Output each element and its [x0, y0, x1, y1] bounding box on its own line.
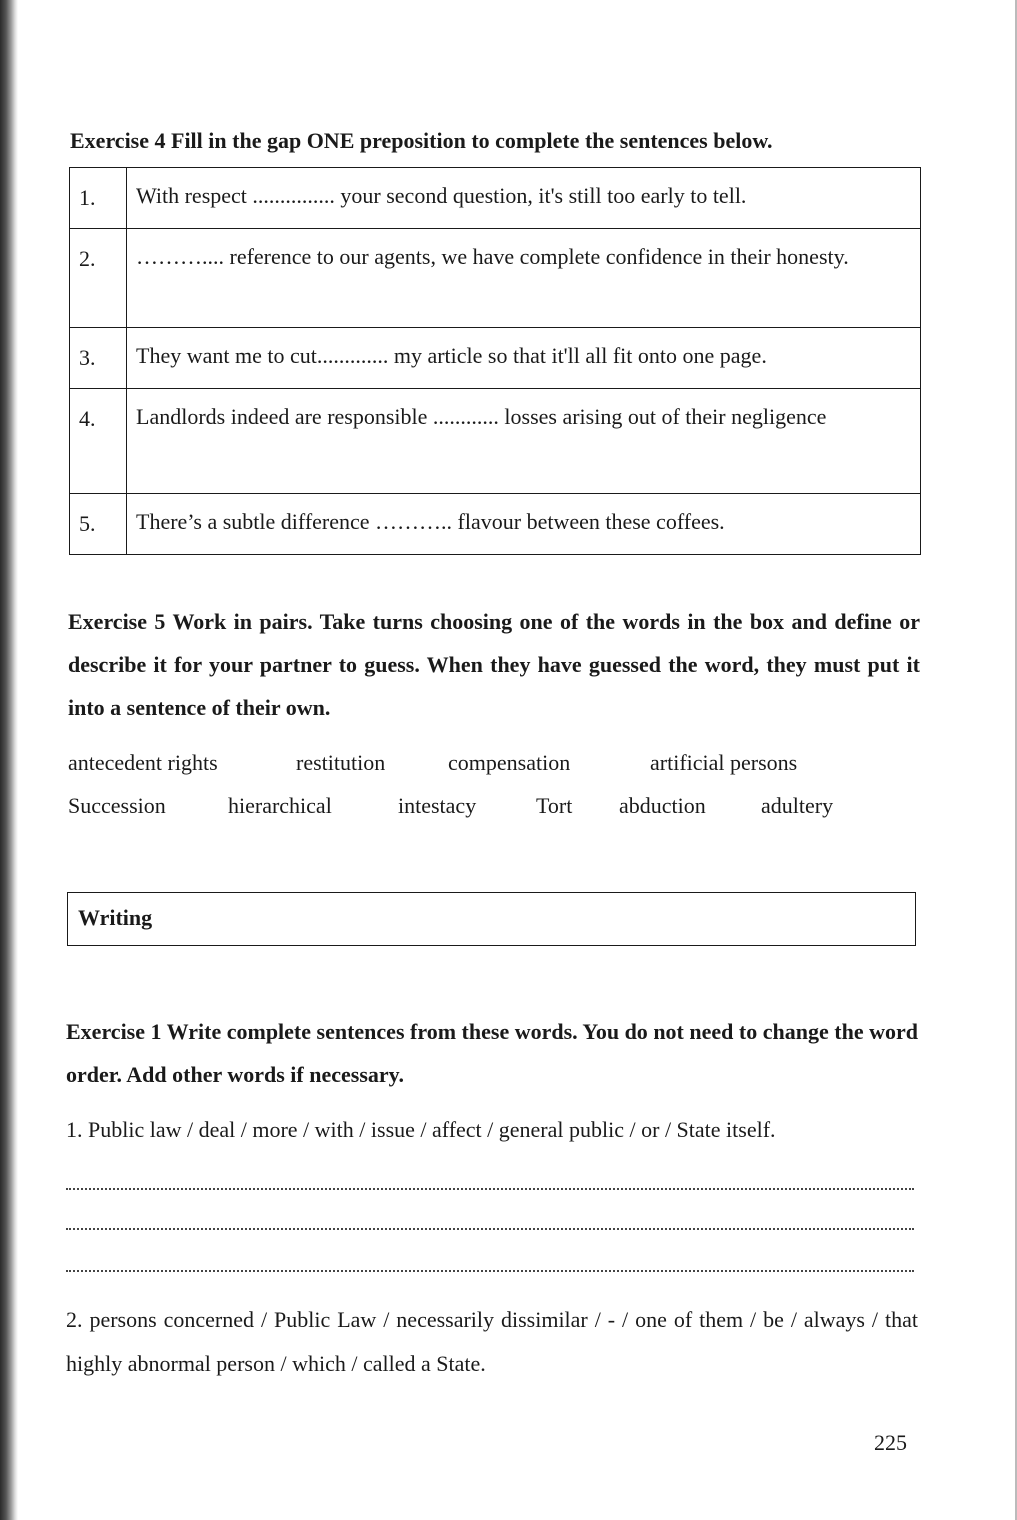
- row-sentence: They want me to cut............. my article so that it'll all fit onto one page.: [127, 328, 921, 389]
- word-item: artificial persons: [650, 750, 798, 775]
- scan-binding-edge: [0, 0, 18, 1520]
- table-row: [70, 168, 921, 229]
- row-number: 5.: [70, 494, 127, 555]
- word-item: hierarchical: [228, 793, 332, 818]
- exercise-5-heading: Exercise 5 Work in pairs. Take turns choosing one of the words in the box and define or describe it for your partner to guess. When they have guessed the word, they must put it into a sentence of their own.: [68, 609, 920, 720]
- word-item: Tort: [536, 793, 573, 818]
- word-item: compensation: [448, 750, 571, 775]
- exercise-4-table: [69, 167, 921, 555]
- table-row: [70, 494, 921, 555]
- answer-line: [66, 1186, 914, 1190]
- row-sentence: With respect ............... your second question, it's still too early to tell.: [127, 168, 921, 229]
- word-box-row-2: [68, 791, 928, 821]
- word-item: restitution: [296, 750, 386, 775]
- row-number: 2.: [70, 229, 127, 328]
- table-row: [70, 328, 921, 389]
- row-number: 3.: [70, 328, 127, 389]
- word-item: Succession: [68, 793, 166, 818]
- table-row: [70, 229, 921, 328]
- answer-line: [66, 1226, 914, 1230]
- writing-item-2: 2. persons concerned / Public Law / necessarily dissimilar / - / one of them / be / always / that highly abnormal person / which / called a State.: [66, 1307, 918, 1376]
- writing-item-1: 1. Public law / deal / more / with / issue / affect / general public / or / State itself.: [66, 1117, 776, 1142]
- row-sentence: ……….... reference to our agents, we have complete confidence in their honesty.: [127, 229, 921, 328]
- writing-exercise-1-heading: Exercise 1 Write complete sentences from these words. You do not need to change the word order. Add other words if necessary.: [66, 1019, 918, 1087]
- row-sentence: Landlords indeed are responsible ............ losses arising out of their negligence: [127, 389, 921, 494]
- table-row: [70, 389, 921, 494]
- writing-section-box: [67, 892, 916, 946]
- exercise-4-heading: Exercise 4 Fill in the gap ONE preposition to complete the sentences below.: [70, 128, 773, 153]
- row-sentence: There’s a subtle difference ……….. flavour between these coffees.: [127, 494, 921, 555]
- word-item: antecedent rights: [68, 750, 218, 775]
- answer-line: [66, 1268, 914, 1272]
- page-number: 225: [874, 1430, 907, 1455]
- row-number: 1.: [70, 168, 127, 229]
- word-box-row-1: [68, 748, 928, 778]
- section-title: Writing: [78, 905, 153, 930]
- word-item: abduction: [619, 793, 706, 818]
- word-item: intestacy: [398, 793, 477, 818]
- word-item: adultery: [761, 793, 834, 818]
- row-number: 4.: [70, 389, 127, 494]
